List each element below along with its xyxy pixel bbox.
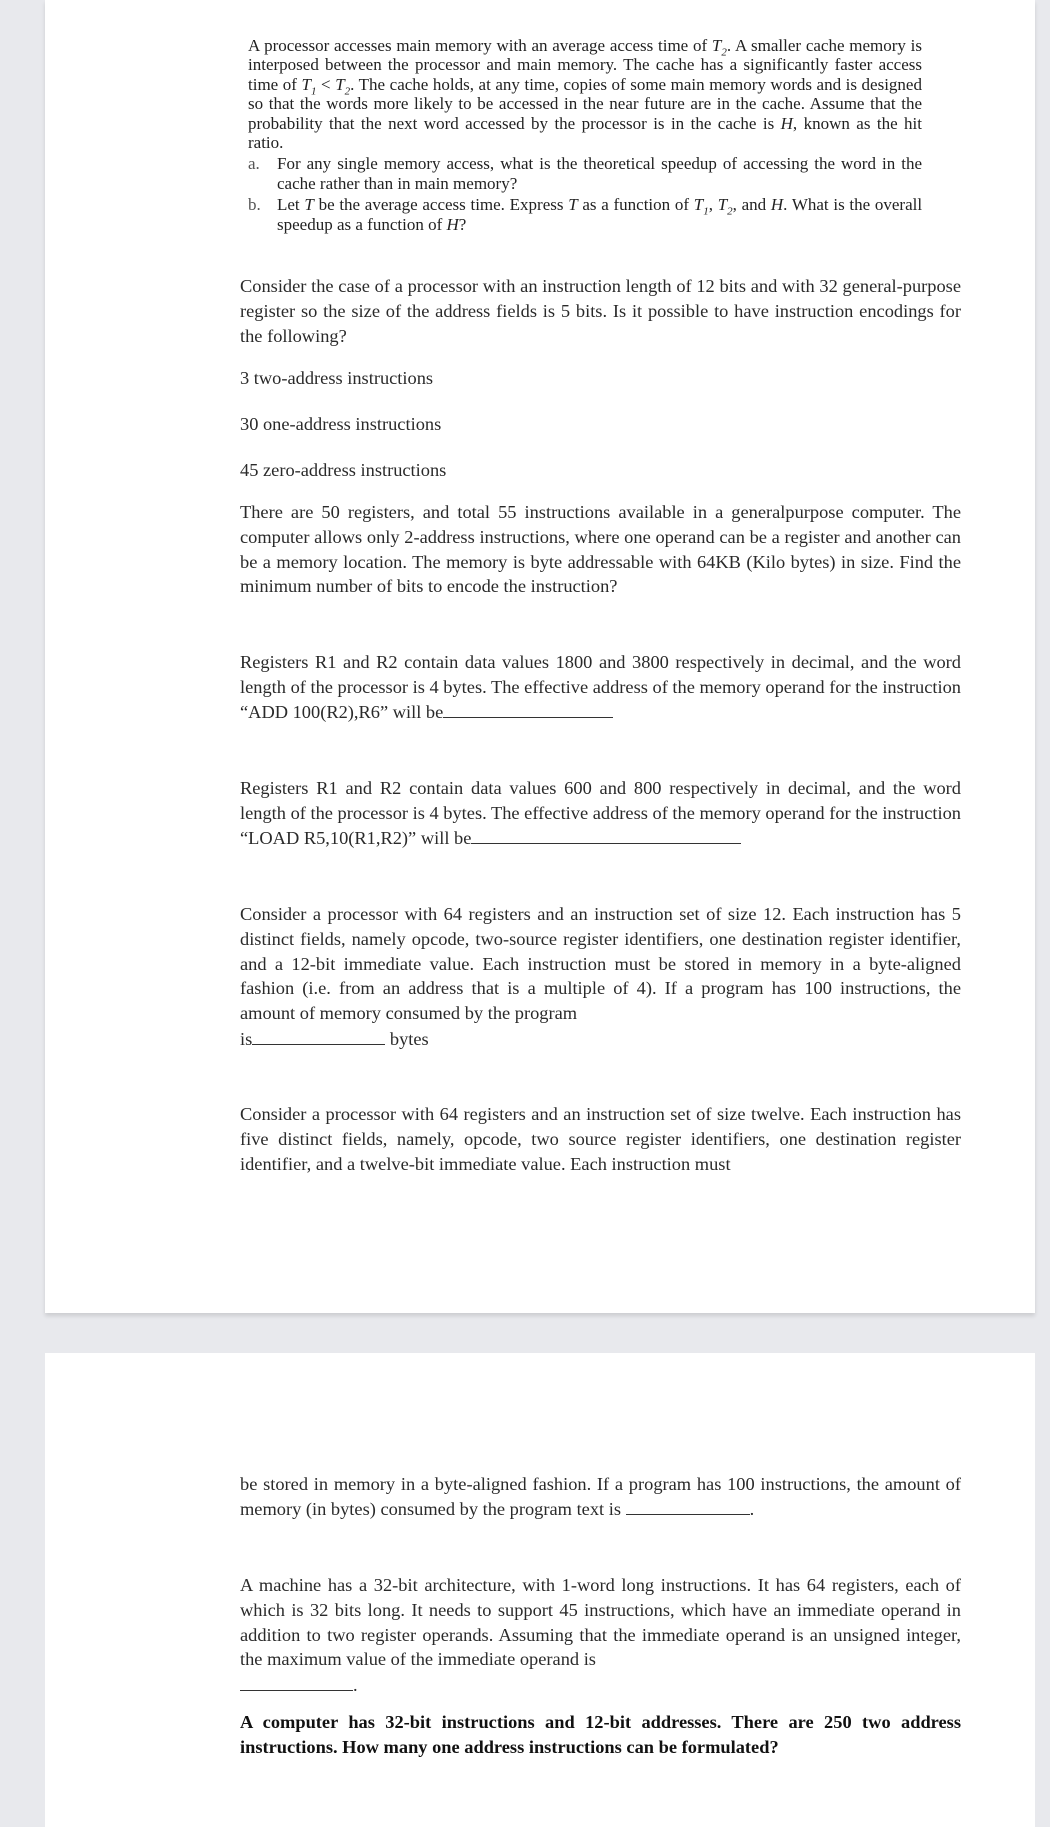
question-memory-size-12: Consider a processor with 64 registers and an instruction set of size 12. Each instruction has 5 distinct fields, namely opcode, two-source register identifiers, one destination register identifier, and a 12-bit immediate value. Each instruction must be stored in memory in a byte-aligned fashion (i.e. from an address that is a multiple of 4). If a program has 100 instructions, the amount of memory consumed by the program [240, 904, 961, 1024]
encoding-one-address: 30 one-address instructions [240, 414, 442, 434]
question-add-effective-address: Registers R1 and R2 contain data values 1800 and 3800 respectively in decimal, and the word length of the processor is 4 bytes. The effective address of the memory operand for the instruction “ADD 100(R2),R6” will be [240, 652, 961, 722]
question-item-b [248, 195, 922, 234]
document-page-2 [45, 1353, 1035, 1827]
symbol-t2: $T_2$ [717, 195, 733, 218]
question-instruction-bits: There are 50 registers, and total 55 instructions available in a generalpurpose computer. The computer allows only 2-address instructions, where one operand can be a register and another can be a memory location. The memory is byte addressable with 64KB (Kilo bytes) in size. Find the minimum number of bits to encode the instruction? [240, 502, 961, 597]
question-one-address-instructions: A computer has 32-bit instructions and 12-bit addresses. There are 250 two address instructions. How many one address instructions can be formulated? [240, 1712, 961, 1757]
item-text: For any single memory access, what is the theoretical speedup of accessing the word in the cache rather than in main memory? [277, 154, 922, 193]
question-memory-size-12-tail: is bytes [240, 1029, 429, 1049]
symbol-h: H [446, 214, 459, 234]
symbol-t1: $T_1$ [301, 74, 317, 98]
question-load-effective-address: Registers R1 and R2 contain data values 600 and 800 respectively in decimal, and the word length of the processor is 4 bytes. The effective address of the memory operand for the instruction “LOAD R5,10(R1,R2)” will be [240, 778, 961, 848]
answer-blank [240, 1689, 353, 1691]
answer-blank [471, 842, 741, 844]
item-marker: b. [248, 195, 261, 215]
question-immediate-operand-tail: . [240, 1673, 961, 1698]
symbol-t2: $T_2$ [711, 36, 727, 59]
symbol-t2: $T_2$ [335, 74, 351, 98]
question-immediate-operand: A machine has a 32-bit architecture, with 1-word long instructions. It has 64 registers, each of which is 32 bits long. It needs to support 45 instructions, which have an immediate operand in addition to two register operands. Assuming that the immediate operand is an unsigned integer, the maximum value of the immediate operand is [240, 1575, 961, 1670]
symbol-t: T [568, 195, 578, 215]
document-page-1 [45, 0, 1035, 1313]
encoding-two-address: 3 two-address instructions [240, 368, 434, 388]
encoding-zero-address: 45 zero-address instructions [240, 460, 447, 480]
question-cache-speedup [248, 36, 922, 234]
item-text: Let T be the average access time. Express T as a function of $T_1$, $T_2$, and H. What is the overall speedup as a function of H? [277, 195, 923, 234]
symbol-t: T [304, 195, 314, 215]
question-item-a [248, 154, 922, 193]
item-marker: a. [248, 154, 260, 174]
symbol-t1: $T_1$ [693, 195, 709, 218]
answer-blank [626, 1513, 750, 1515]
question-intro: A processor accesses main memory with an average access time of $T_2$. A smaller cache memory is interposed between the processor and main memory. The cache has a significantly faster access time of $T_1 < T_2$. The cache holds, at any time, copies of some main memory words and is designed so that the words more likely to be accessed in the near future are in the cache. Assume that the probability that the next word accessed by the processor is in the cache is H, known as the hit ratio. [248, 36, 923, 153]
symbol-h: H [770, 195, 784, 215]
question-encoding: Consider the case of a processor with an instruction length of 12 bits and with 32 general-purpose register so the size of the address fields is 5 bits. Is it possible to have instruction encodings for the following? [240, 276, 961, 346]
question-memory-size-twelve-continued: be stored in memory in a byte-aligned fashion. If a program has 100 instructions, the amount of memory (in bytes) consumed by the program text is . [240, 1474, 961, 1519]
question-memory-size-twelve: Consider a processor with 64 registers and an instruction set of size twelve. Each instruction has five distinct fields, namely, opcode, two source register identifiers, one destination register identifier, and a twelve-bit immediate value. Each instruction must [240, 1104, 961, 1174]
answer-blank [443, 716, 613, 718]
answer-blank [252, 1043, 385, 1045]
symbol-h: H [780, 113, 793, 133]
